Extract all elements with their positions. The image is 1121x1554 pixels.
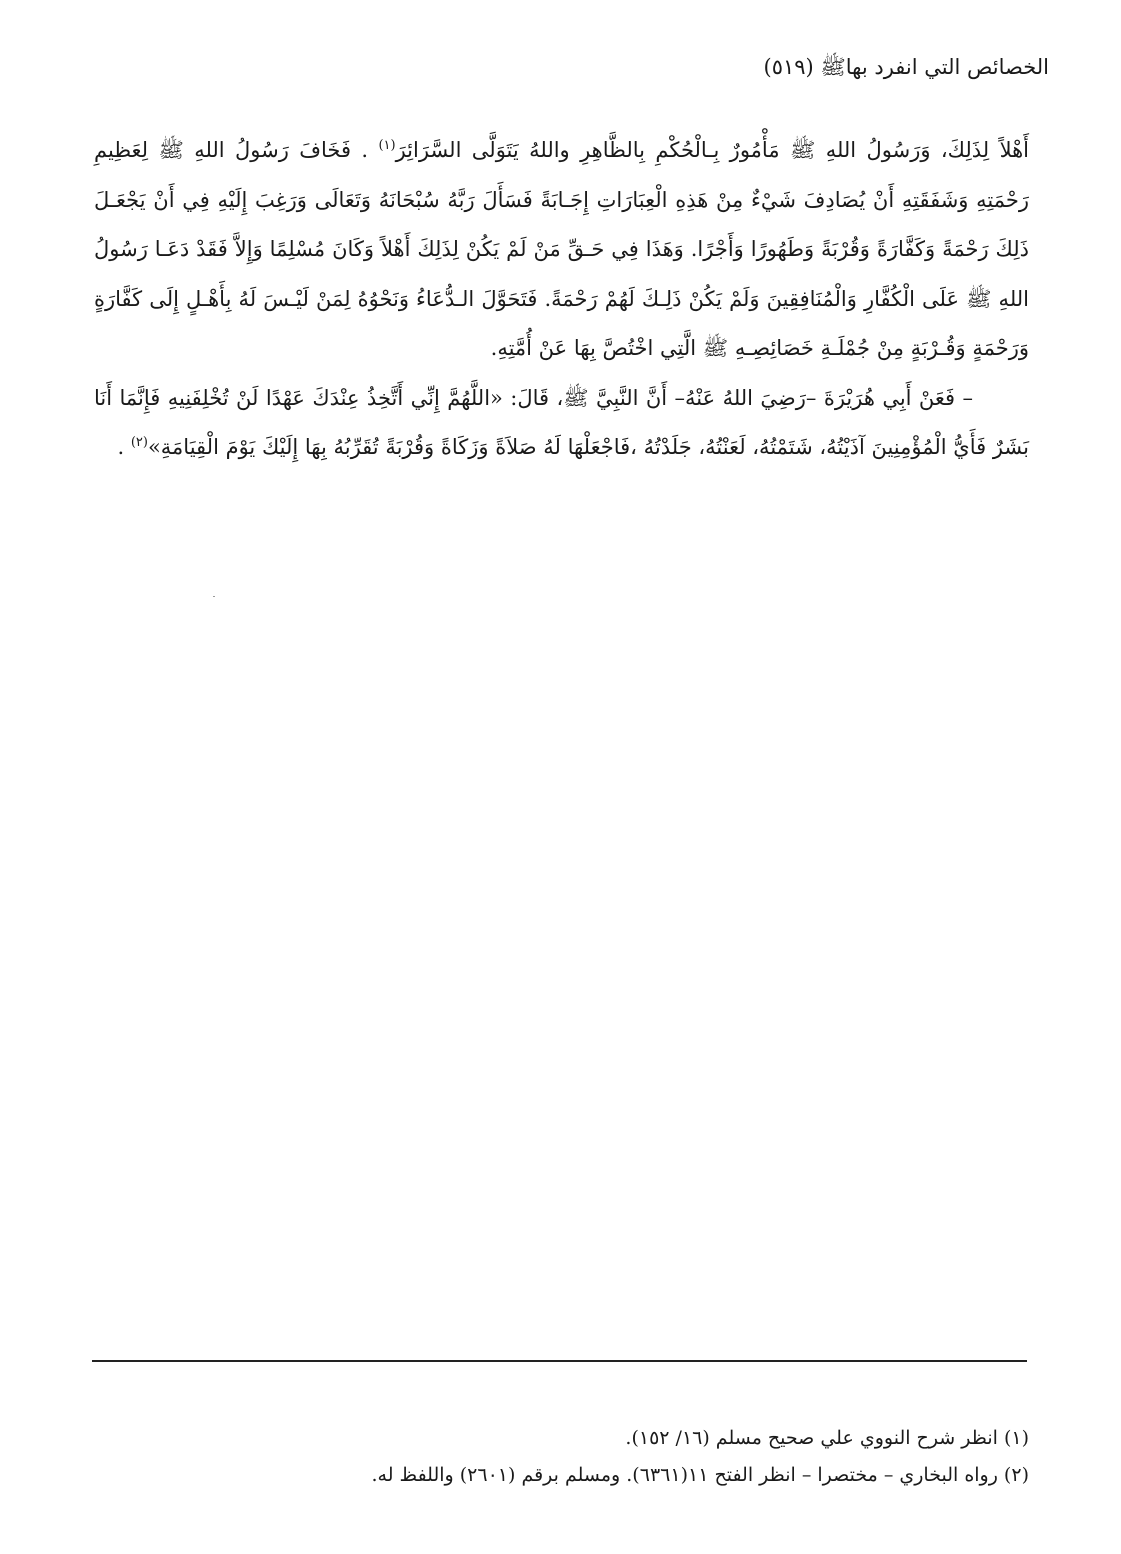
footnote-ref-1[interactable]: (١) <box>378 138 396 153</box>
paragraph-1-rest: . فَخَافَ رَسُولُ اللهِ ﷺ لِعَظِيمِ رَحْمَتِهِ وَشَفَقَتِهِ أَنْ يُصَادِفَ شَيْءٌ مِنْ هَذِهِ الْعِبَارَاتِ إِجَـابَةً فَسَأَلَ رَبَّهُ سُبْحَانَهُ وَتَعَالَى وَرَغِبَ إِلَيْهِ فِي أَنْ يَجْعَـلَ ذَلِكَ رَحْمَةً وَكَفَّارَةً وَقُرْبَةً وَطَهُورًا وَأَجْرًا. وَهَذَا فِي حَـقِّ مَنْ لَمْ يَكُنْ لِذَلِكَ أَهْلاً وَكَانَ مُسْلِمًا وَإِلاَّ فَقَدْ دَعَـا رَسُولُ اللهِ ﷺ عَلَى الْكُفَّارِ وَالْمُنَافِقِينَ وَلَمْ يَكُنْ ذَلِـكَ لَهُمْ رَحْمَةً. فَتَحَوَّلَ الـدُّعَاءُ وَنَحْوُهُ لِمَنْ لَيْـسَ لَهُ بِأَهْـلٍ إِلَى كَفَّارَةٍ وَرَحْمَةٍ وَقُـرْبَةٍ مِنْ جُمْلَـةِ خَصَائِصِـهِ ﷺ الَّتِي اخْتُصَّ بِهَا عَنْ أُمَّتِهِ. <box>94 138 1029 360</box>
main-text-block <box>94 126 1029 473</box>
paragraph-2-main: – فَعَنْ أَبِي هُرَيْرَةَ –رَضِيَ اللهُ عَنْهُ– أَنَّ النَّبِيَّ ﷺ، قَالَ: «اللَّهُمَّ إِنِّي أَتَّخِذُ عِنْدَكَ عَهْدًا لَنْ تُخْلِفَنِيهِ فَإِنَّمَا أَنَا بَشَرٌ فَأَيُّ الْمُؤْمِنِينَ آذَيْتُهُ، شَتَمْتُهُ، لَعَنْتُهُ، جَلَدْتُهُ ،فَاجْعَلْهَا لَهُ صَلاَةً وَزَكَاةً وَقُرْبَةً تُقَرِّبُهُ بِهَا إِلَيْكَ يَوْمَ الْقِيَامَةِ» <box>94 385 1029 459</box>
footnote-ref-2[interactable]: (٢) <box>130 435 148 450</box>
paragraph-1-main: أَهْلاً لِذَلِكَ، وَرَسُولُ اللهِ ﷺ مَأْمُورٌ بِـالْحُكْمِ بِالظَّاهِرِ واللهُ يَتَوَلَّى السَّرَائِرَ <box>395 138 1030 162</box>
paragraph-2-end: . <box>117 435 131 459</box>
footnotes-block <box>94 1420 1029 1494</box>
footnote-2: (٢) رواه البخاري – مختصرا – انظر الفتح ١١(٦٣٦١). ومسلم برقم (٢٦٠١) واللفظ له. <box>371 1464 1029 1486</box>
running-header <box>763 52 1049 82</box>
paragraph-2 <box>94 374 1029 473</box>
scan-speck <box>213 596 215 597</box>
footnote-1: (١) انظر شرح النووي علي صحيح مسلم (١٦/ ١٥٢). <box>625 1427 1029 1449</box>
footnote-divider <box>92 1360 1027 1362</box>
running-title: الخصائص التي انفرد بهاﷺ (٥١٩) <box>763 55 1049 79</box>
paragraph-1 <box>94 126 1029 374</box>
